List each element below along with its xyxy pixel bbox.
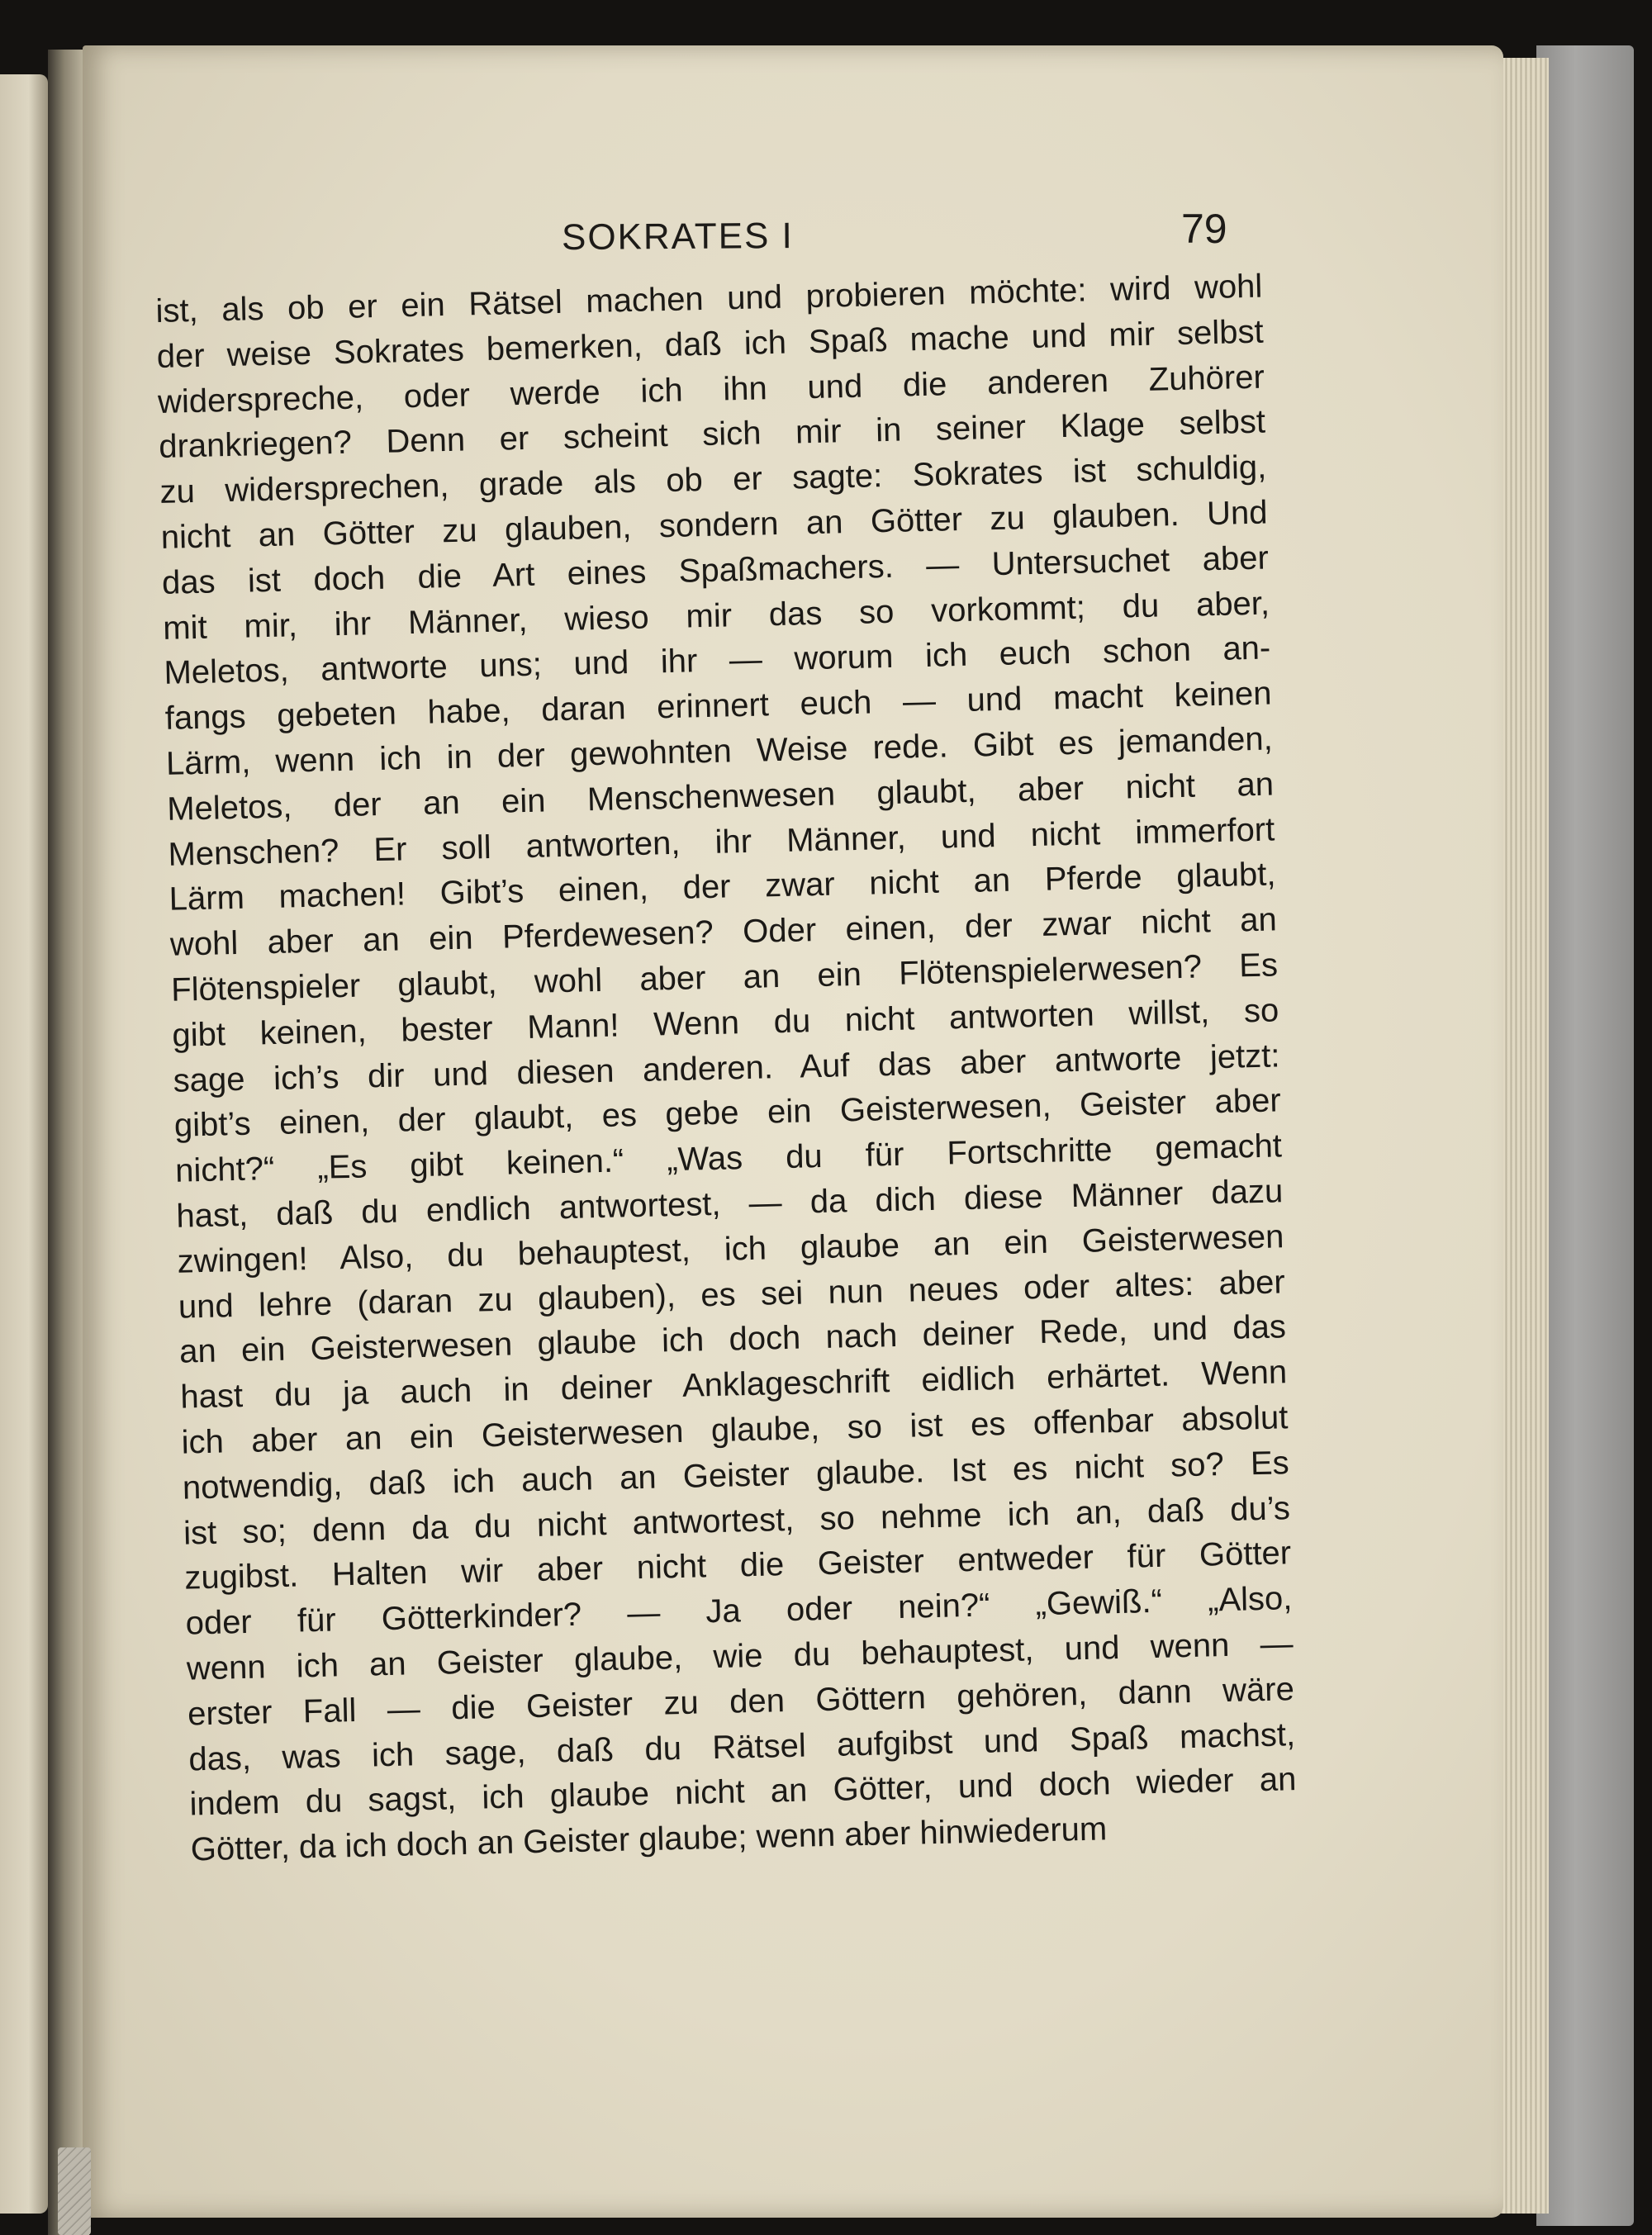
text-line: gibt’s einen, der glaubt, es gebe ein Geisterwesen, Geister aber	[173, 1082, 1282, 1145]
text-line: zwingen! Also, du behauptest, ich glaube an ein Geisterwesen	[177, 1218, 1284, 1280]
text-line: nicht?“ „Es gibt keinen.“ „Was du für Fortschritte gemacht	[174, 1127, 1283, 1189]
book-cover-board	[1536, 45, 1634, 2226]
body-text	[155, 264, 1298, 1873]
text-line: erster Fall — die Geister zu den Göttern gehören, dann wäre	[187, 1670, 1295, 1733]
text-line: gibt keinen, bester Mann! Wenn du nicht antworten willst, so	[172, 992, 1279, 1054]
text-line: widerspreche, oder werde ich ihn und die anderen Zuhörer	[157, 358, 1265, 420]
text-line: notwendig, daß ich auch an Geister glaube. Ist es nicht so? Es	[182, 1444, 1290, 1507]
text-line: mit mir, ihr Männer, wieso mir das so vorkommt; du aber,	[162, 585, 1270, 647]
running-head: SOKRATES I	[561, 216, 794, 258]
text-line: drankriegen? Denn er scheint sich mir in seiner Klage selbst	[158, 403, 1266, 466]
text-line: zu widersprechen, grade als ob er sagte: Sokrates ist schuldig,	[159, 448, 1267, 511]
facing-page-edge	[0, 74, 48, 2214]
text-line: Meletos, der an ein Menschenwesen glaubt, aber nicht an	[166, 766, 1275, 828]
text-line: nicht an Götter zu glauben, sondern an Götter zu glauben. Und	[160, 494, 1268, 556]
text-line: der weise Sokrates bemerken, daß ich Spaß mache und mir selbst	[156, 313, 1265, 375]
text-line: ist, als ob er ein Rätsel machen und probieren möchte: wird wohl	[155, 268, 1263, 330]
text-line: hast, daß du endlich antwortest, — da dich diese Männer dazu	[175, 1173, 1284, 1235]
text-line: Menschen? Er soll antworten, ihr Männer, und nicht immerfort	[168, 810, 1275, 873]
text-line: indem du sagst, ich glaube nicht an Götter, und doch wieder an	[189, 1761, 1297, 1823]
text-line: fangs gebeten habe, daran erinnert euch — und macht keinen	[164, 675, 1272, 738]
text-line: zugibst. Halten wir aber nicht die Geister entweder für Götter	[183, 1535, 1292, 1597]
text-line: das ist doch die Art eines Spaßmachers. — Untersuchet aber	[161, 539, 1270, 601]
text-line: Meletos, antworte uns; und ihr — worum ich euch schon an-	[164, 629, 1271, 692]
text-line: Lärm, wenn ich in der gewohnten Weise rede. Gibt es jemanden,	[165, 720, 1274, 782]
text-line: hast du ja auch in deiner Anklageschrift eidlich erhärtet. Wenn	[179, 1354, 1288, 1416]
text-line: sage ich’s dir und diesen anderen. Auf das aber antworte jetzt:	[173, 1037, 1280, 1099]
text-line: wohl aber an ein Pferdewesen? Oder einen, der zwar nicht an	[169, 901, 1278, 963]
text-line: und lehre (daran zu glauben), es sei nun neues oder altes: aber	[178, 1263, 1286, 1326]
text-line: oder für Götterkinder? — Ja oder nein?“ „Gewiß.“ „Also,	[185, 1580, 1293, 1642]
text-line: Götter, da ich doch an Geister glaube; wenn aber hinwiederum	[190, 1810, 1108, 1868]
text-line: Lärm machen! Gibt’s einen, der zwar nicht an Pferde glaubt,	[169, 856, 1276, 918]
text-line: Flötenspieler glaubt, wohl aber an ein Flötenspielerwesen? Es	[170, 947, 1279, 1008]
page-number: 79	[1181, 206, 1227, 252]
text-line: wenn ich an Geister glaube, wie du behauptest, und wenn —	[186, 1625, 1294, 1687]
text-line: an ein Geisterwesen glaube ich doch nach deiner Rede, und das	[178, 1308, 1287, 1370]
text-line: das, was ich sage, daß du Rätsel aufgibst und Spaß machst,	[188, 1715, 1296, 1778]
bookmark-ribbon	[58, 2147, 91, 2235]
text-line: ist so; denn da du nicht antwortest, so nehme ich an, daß du’s	[183, 1489, 1291, 1552]
text-line: ich aber an ein Geisterwesen glaube, so ist es offenbar absolut	[181, 1399, 1289, 1461]
